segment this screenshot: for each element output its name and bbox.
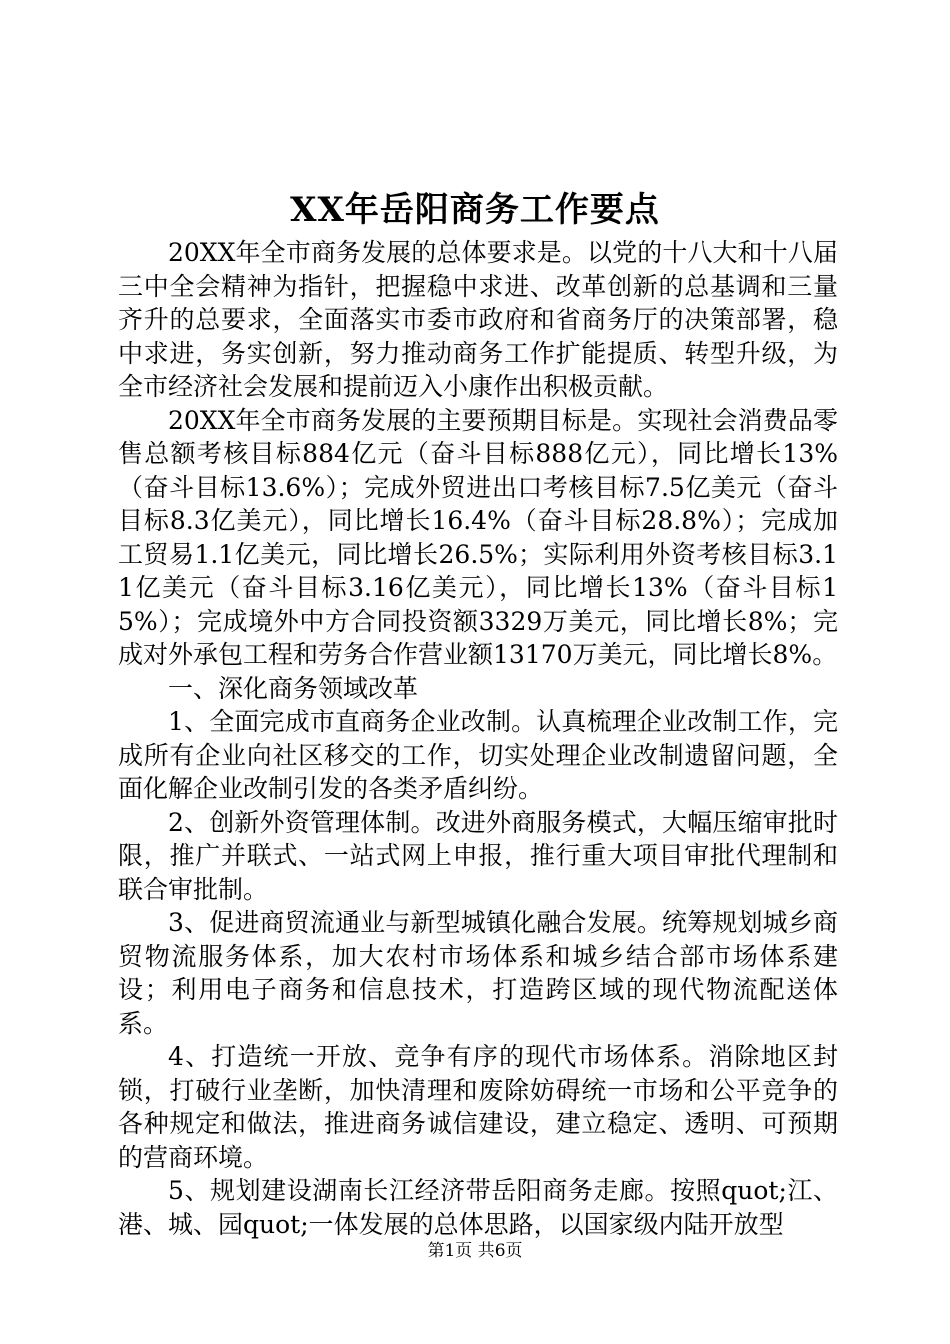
paragraph-item-5: 5、规划建设湖南长江经济带岳阳商务走廊。按照quot;江、港、城、园quot;一体发展的总体思路，以国家级内陆开放型 [118,1176,838,1239]
section-heading-reform: 一、深化商务领域改革 [168,673,419,703]
document-title: XX年岳阳商务工作要点 [290,190,660,230]
paragraph-expected-targets: 20XX年全市商务发展的主要预期目标是。实现社会消费品零售总额考核目标884亿元（奋斗目标888亿元），同比增长13%（奋斗目标13.6%）；完成外贸进出口考核目标7.5亿美元（奋斗目标8.3亿美元），同比增长16.4%（奋斗目标28.8%）；完成加工贸易1.1亿美元，同比增长26.5%；实际利用外资考核目标3.11亿美元（奋斗目标3.16亿美元），同比增长13%（奋斗目标15%）；完成境外中方合同投资额3329万美元，同比增长8%；完成对外承包工程和劳务合作营业额13170万美元，同比增长8%。 [118,405,838,669]
paragraph-general-requirements: 20XX年全市商务发展的总体要求是。以党的十八大和十八届三中全会精神为指针，把握稳中求进、改革创新的总基调和三量齐升的总要求，全面落实市委市政府和省商务厅的决策部署，稳中求进，务实创新，努力推动商务工作扩能提质、转型升级，为全市经济社会发展和提前迈入小康作出积极贡献。 [118,238,838,401]
paragraph-item-1: 1、全面完成市直商务企业改制。认真梳理企业改制工作，完成所有企业向社区移交的工作，切实处理企业改制遗留问题，全面化解企业改制引发的各类矛盾纠纷。 [118,707,838,803]
document-body [118,236,838,1241]
paragraph-item-3: 3、促进商贸流通业与新型城镇化融合发展。统筹规划城乡商贸物流服务体系，加大农村市场体系和城乡结合部市场体系建设；利用电子商务和信息技术，打造跨区域的现代物流配送体系。 [118,908,838,1038]
page-footer: 第1页 共6页 [427,1241,523,1261]
paragraph-item-2: 2、创新外资管理体制。改进外商服务模式，大幅压缩审批时限，推广并联式、一站式网上申报，推行重大项目审批代理制和联合审批制。 [118,807,838,904]
paragraph-item-4: 4、打造统一开放、竞争有序的现代市场体系。消除地区封锁，打破行业垄断，加快清理和废除妨碍统一市场和公平竞争的各种规定和做法，推进商务诚信建设，建立稳定、透明、可预期的营商环境。 [118,1042,838,1172]
